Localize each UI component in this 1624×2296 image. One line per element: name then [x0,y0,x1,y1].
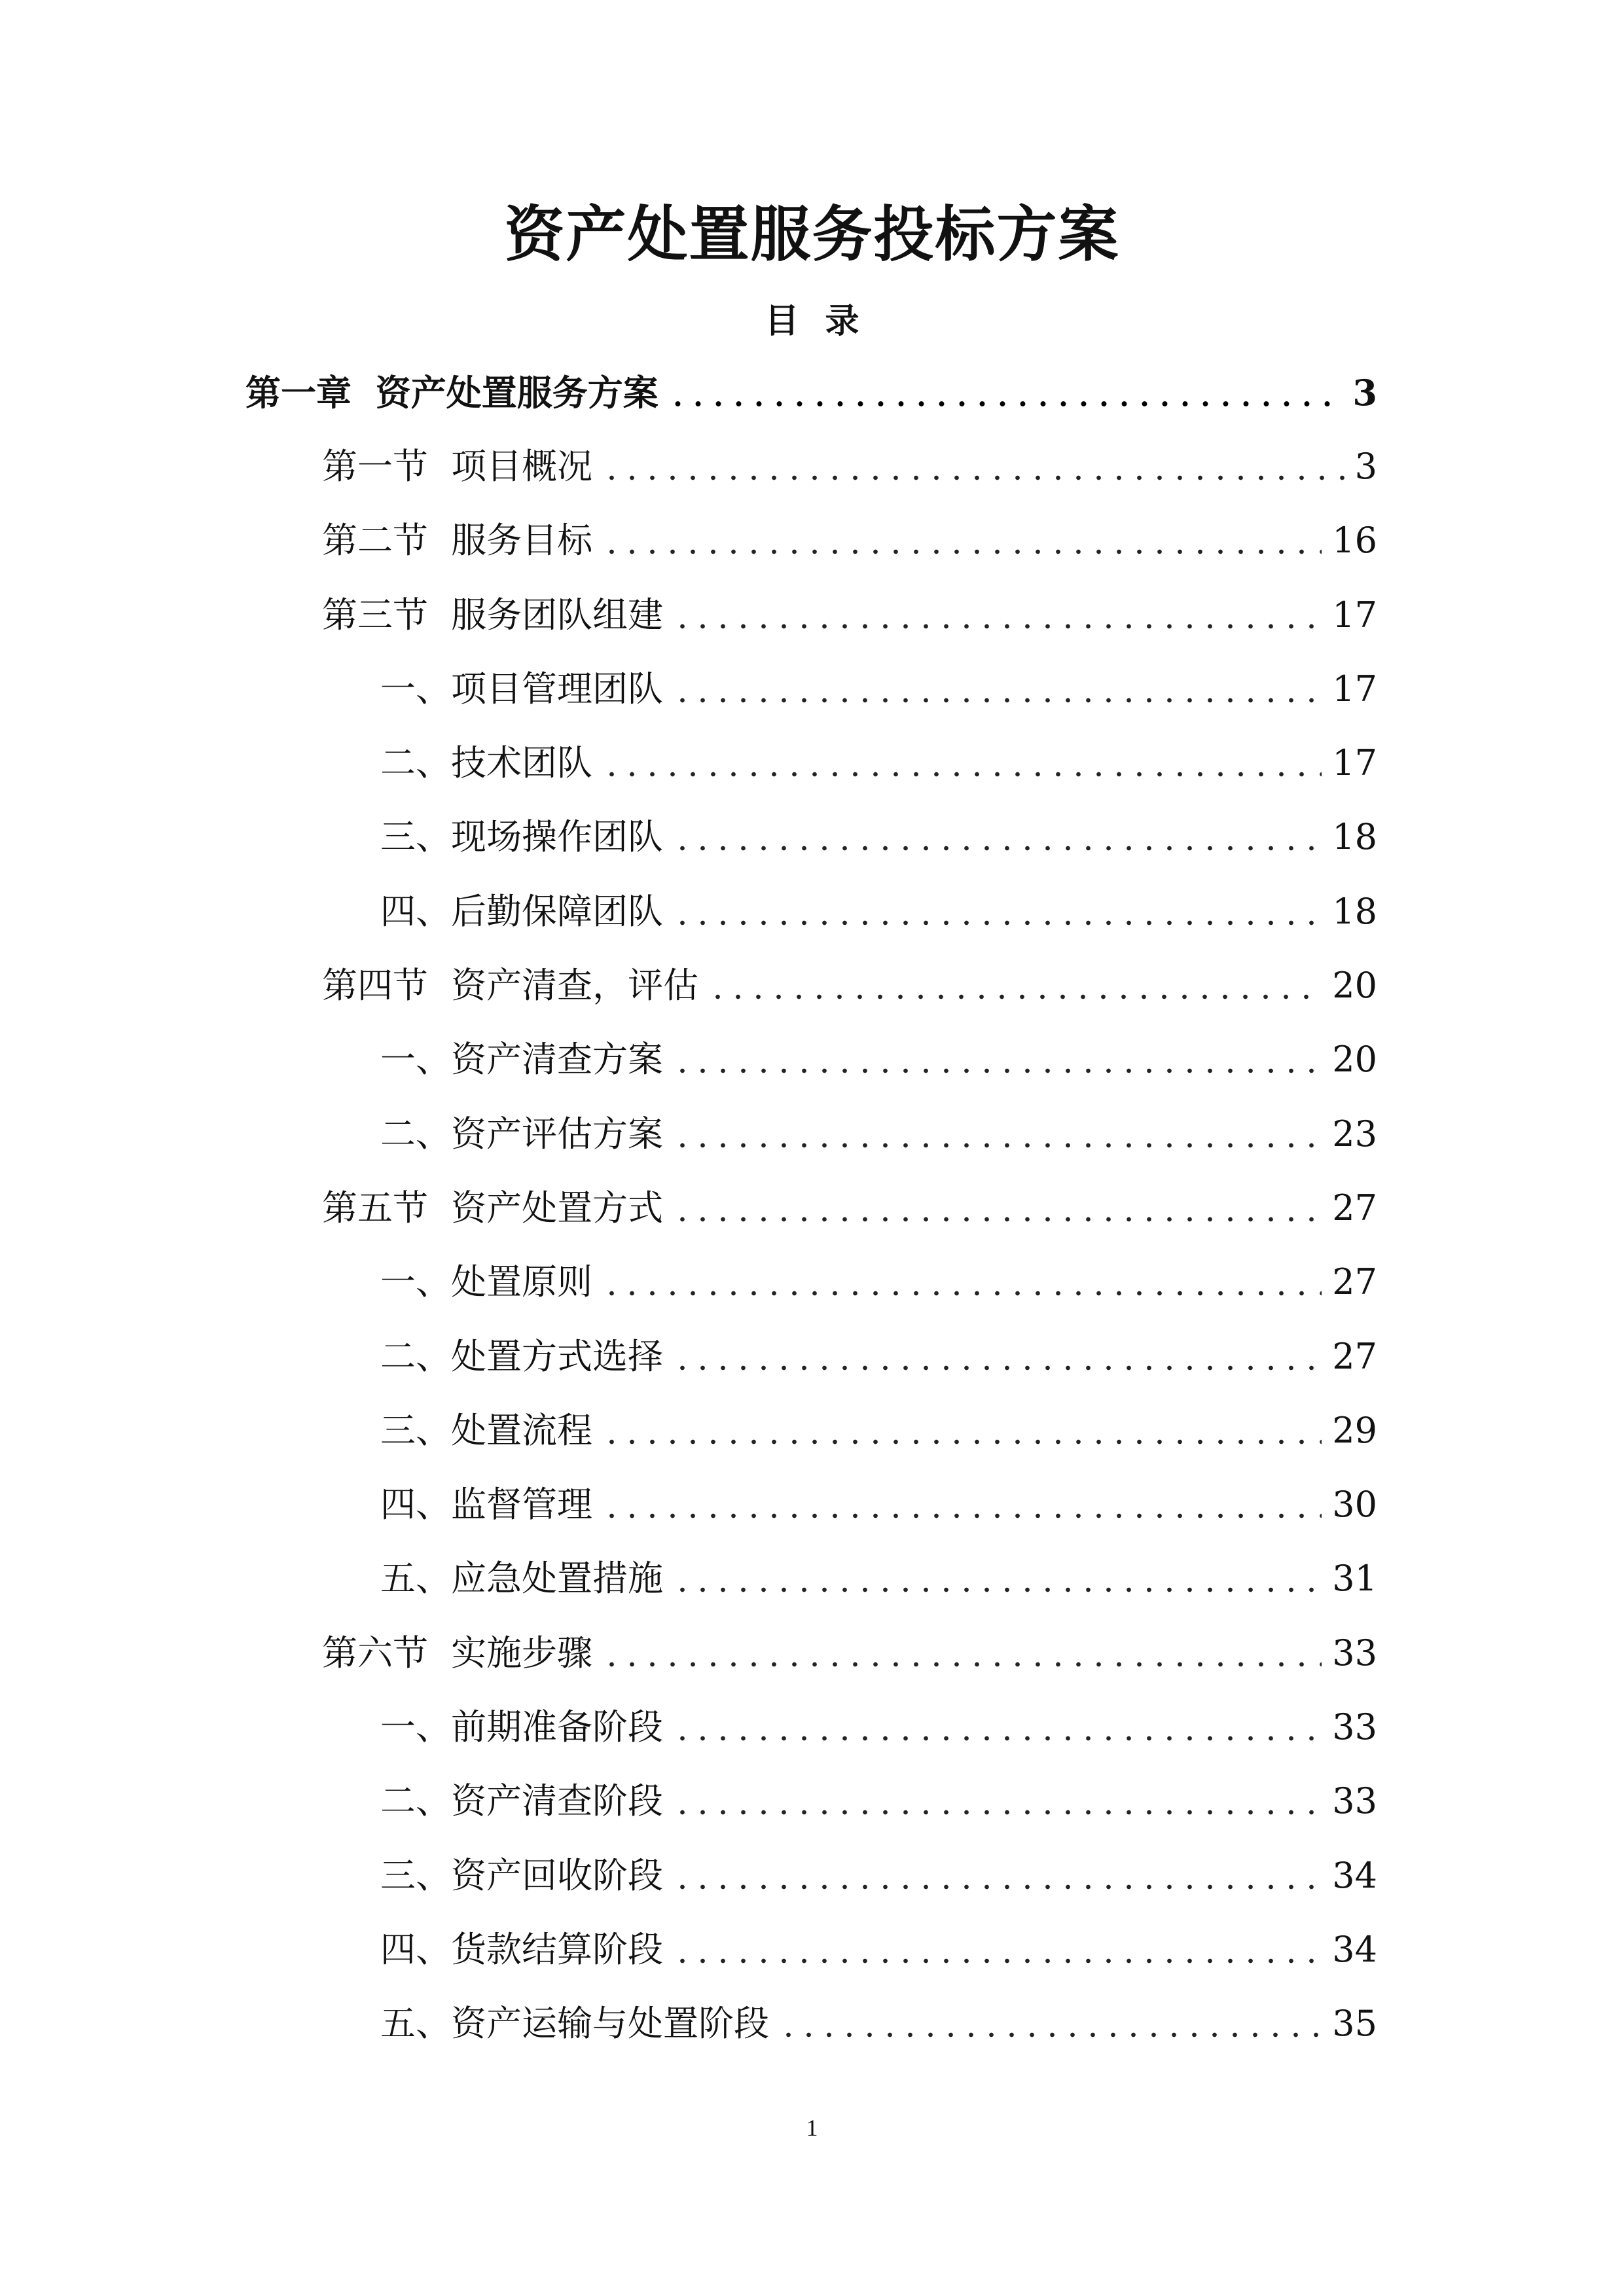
toc-entry-label: 二、资产清查阶段 [380,1780,663,1822]
dot-leader [672,601,1322,630]
toc-entry-page: 17 [1332,742,1377,784]
dot-leader [602,526,1322,555]
dot-leader [602,749,1322,778]
toc-entry-label: 一、处置原则 [380,1261,592,1303]
toc-section-entry [0,1171,1377,1245]
toc-entry-label: 四、后勤保障团队 [380,890,663,932]
dot-leader [672,1045,1322,1074]
toc-entry-label: 二、技术团队 [380,742,592,784]
toc-entry-label: 第六节 实施步骤 [322,1632,593,1674]
toc-entry-page: 23 [1332,1113,1377,1155]
toc-entry-label: 四、监督管理 [380,1484,592,1526]
toc-entry-label: 四、货款结算阶段 [380,1928,663,1970]
toc-entry-label: 三、资产回收阶段 [380,1854,663,1896]
toc-entry-page: 27 [1332,1187,1377,1229]
document-title: 资产处置服务投标方案 [504,199,1120,270]
toc-entry-page: 3 [1354,445,1377,487]
toc-entry-page: 16 [1332,520,1377,562]
dot-leader [708,971,1322,1000]
toc-subsection-entry [0,1690,1377,1764]
toc-entry-page: 18 [1332,816,1377,858]
dot-leader [672,823,1322,852]
dot-leader [672,1120,1322,1149]
toc-entry-page: 30 [1332,1484,1377,1526]
toc-subsection-entry [0,1912,1377,1986]
toc-subsection-entry [0,726,1377,800]
dot-leader [672,1787,1322,1816]
dot-leader [602,1268,1322,1297]
toc-entry-label: 一、项目管理团队 [380,668,663,709]
toc-entry-page: 3 [1352,371,1377,414]
toc-subsection-entry [0,1987,1377,2061]
toc-subsection-entry [0,1765,1377,1839]
page-number: 1 [806,2115,818,2141]
toc-entry-label: 二、处置方式选择 [380,1335,663,1377]
dot-leader [602,1490,1322,1519]
dot-leader [602,1639,1322,1668]
toc-entry-label: 第五节 资产处置方式 [322,1187,664,1229]
toc-subsection-entry [0,1097,1377,1171]
toc-entry-page: 20 [1332,1039,1377,1081]
toc-subsection-entry [0,1839,1377,1912]
toc-entry-label: 五、应急处置措施 [380,1558,663,1600]
toc-entry-page: 33 [1332,1632,1377,1674]
toc-entry-page: 29 [1332,1409,1377,1451]
toc-entry-label: 第一节 项目概况 [322,445,593,487]
toc-entry-page: 31 [1332,1558,1377,1600]
dot-leader [672,1713,1322,1742]
toc-subsection-entry [0,1246,1377,1319]
toc-entry-page: 18 [1332,890,1377,932]
dot-leader [668,378,1343,407]
dot-leader [672,897,1322,926]
toc-section-entry [0,1616,1377,1690]
toc-subsection-entry [0,1467,1377,1541]
toc-subsection-entry [0,1023,1377,1097]
toc-subsection-entry [0,652,1377,726]
toc-chapter-entry [0,355,1377,429]
toc-section-entry [0,429,1377,503]
toc-subsection-entry [0,1319,1377,1393]
toc-entry-page: 17 [1332,668,1377,709]
toc-heading: 目 录 [765,301,859,341]
toc-entry-label: 第二节 服务目标 [322,520,593,562]
toc-entry-label: 一、前期准备阶段 [380,1706,663,1748]
toc-entry-page: 34 [1332,1928,1377,1970]
toc-subsection-entry [0,800,1377,874]
toc-entry-label: 一、资产清查方案 [380,1039,663,1081]
toc-entry-label: 五、资产运输与处置阶段 [380,2003,769,2045]
toc-entry-label: 三、现场操作团队 [380,816,663,858]
toc-entry-label: 第三节 服务团队组建 [322,594,664,636]
toc-entry-page: 17 [1332,594,1377,636]
dot-leader [602,1416,1322,1445]
dot-leader [672,1564,1322,1593]
dot-leader [672,1194,1322,1223]
toc-entry-page: 34 [1332,1854,1377,1896]
dot-leader [672,1861,1322,1890]
toc-subsection-entry [0,1393,1377,1467]
toc-entry-label: 第一章 资产处置服务方案 [245,371,659,414]
dot-leader [672,1935,1322,1964]
toc-entry-label: 二、资产评估方案 [380,1113,663,1155]
toc-subsection-entry [0,1542,1377,1616]
toc-entry-page: 33 [1332,1780,1377,1822]
toc-entry-page: 20 [1332,965,1377,1007]
dot-leader [672,1342,1322,1371]
toc-entry-label: 三、处置流程 [380,1409,592,1451]
toc-entry-page: 27 [1332,1335,1377,1377]
toc-entry-page: 35 [1332,2003,1377,2045]
dot-leader [602,452,1344,481]
dot-leader [672,675,1322,704]
toc-entry-label: 第四节 资产清查，评估 [322,965,699,1007]
toc-section-entry [0,578,1377,652]
toc-section-entry [0,504,1377,578]
toc-entry-page: 33 [1332,1706,1377,1748]
toc-section-entry [0,948,1377,1022]
table-of-contents [0,355,1377,2061]
toc-subsection-entry [0,874,1377,948]
dot-leader [778,2009,1322,2038]
toc-entry-page: 27 [1332,1261,1377,1303]
